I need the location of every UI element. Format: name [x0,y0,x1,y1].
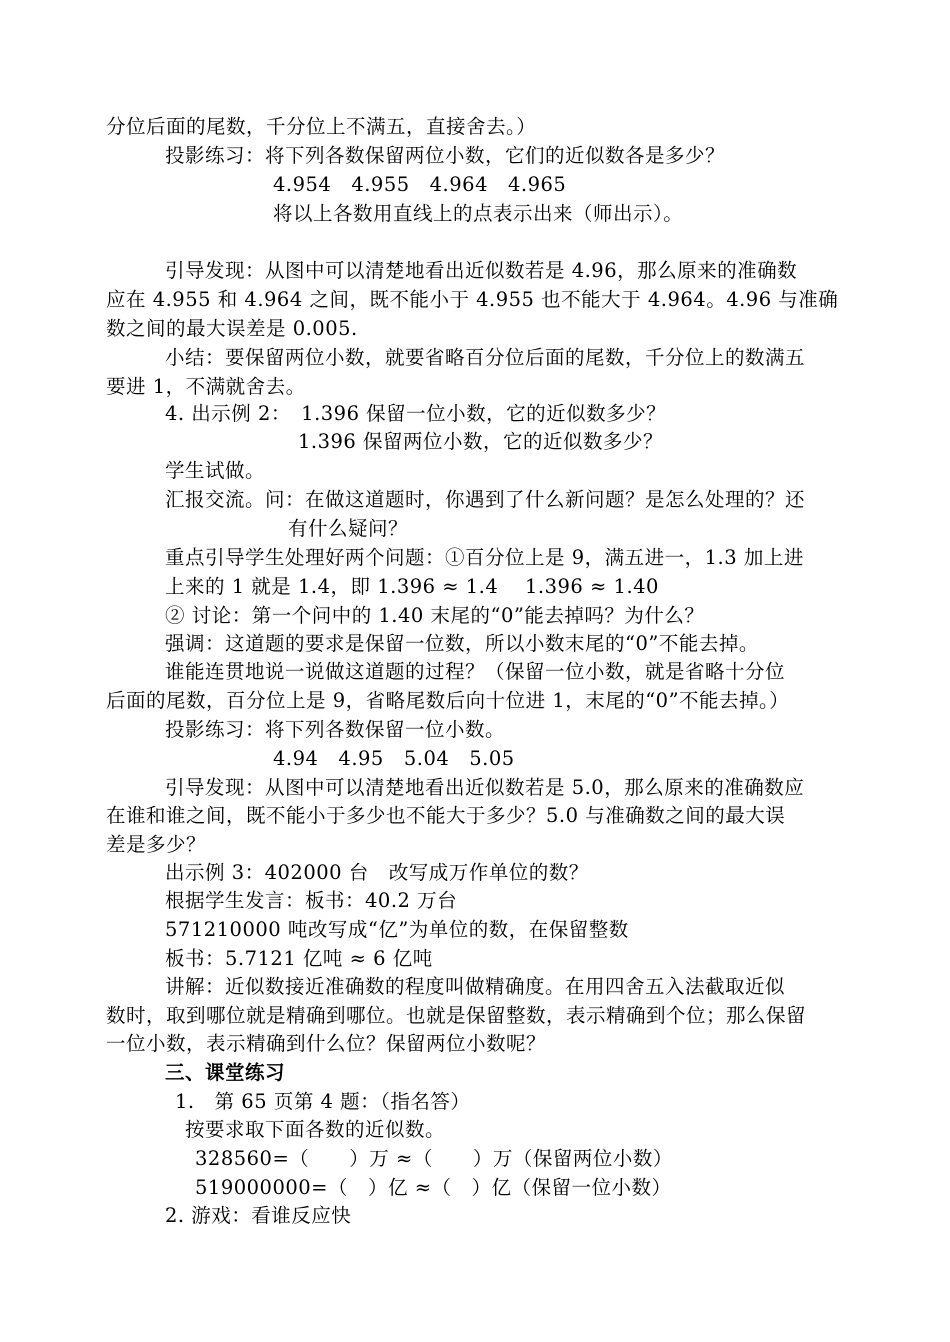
text-line: 后面的尾数，百分位上是 9，省略尾数后向十位进 1，末尾的“0”不能去掉。） [106,689,790,712]
text-line: 数时，取到哪位就是精确到哪位。也就是保留整数，表示精确到个位；那么保留 [106,1004,807,1027]
text-line: 在谁和谁之间，既不能小于多少也不能大于多少？5.0 与准确数之间的最大误 [106,804,786,827]
text-line: 分位后面的尾数，千分位上不满五，直接舍去。） [106,115,537,138]
text-line: 571210000 吨改写成“亿”为单位的数，在保留整数 [165,918,629,941]
text-line: 学生试做。 [165,459,266,482]
text-line: 汇报交流。问：在做这道题时，你遇到了什么新问题？是怎么处理的？还 [165,488,806,511]
text-line: 投影练习：将下列各数保留两位小数，它们的近似数各是多少？ [165,144,726,167]
text-line: 4.954 4.955 4.964 4.965 [273,173,567,196]
text-line: 差是多少？ [106,833,207,856]
text-line: 要进 1，不满就舍去。 [106,375,306,398]
text-line: 328560=（ ）万 ≈（ ）万（保留两位小数） [195,1147,673,1170]
text-line: 1.396 保留两位小数，它的近似数多少？ [298,430,664,453]
section-heading: 三、课堂练习 [165,1061,286,1084]
text-line: 有什么疑问？ [288,517,409,540]
text-line: ② 讨论：第一个问中的 1.40 末尾的“0”能去掉吗？为什么？ [165,604,705,627]
text-line: 板书：5.7121 亿吨 ≈ 6 亿吨 [165,947,433,970]
text-line: 519000000=（ ）亿 ≈（ ）亿（保留一位小数） [195,1176,672,1199]
text-line: 1. 第 65 页第 4 题：（指名答） [175,1090,471,1113]
text-line: 数之间的最大误差是 0.005. [106,317,358,340]
text-line: 上来的 1 就是 1.4，即 1.396 ≈ 1.4 1.396 ≈ 1.40 [165,575,659,598]
text-line: 4.94 4.95 5.04 5.05 [273,747,515,770]
text-line: 引导发现：从图中可以清楚地看出近似数若是 5.0，那么原来的准确数应 [165,776,805,799]
text-line: 一位小数，表示精确到什么位？保留两位小数呢？ [106,1032,547,1055]
text-line: 强调：这道题的要求是保留一位数，所以小数末尾的“0”不能去掉。 [165,632,759,655]
text-line: 将以上各数用直线上的点表示出来（师出示）。 [273,202,684,225]
text-line: 2. 游戏：看谁反应快 [165,1204,352,1227]
text-line: 重点引导学生处理好两个问题：①百分位上是 9，满五进一，1.3 加上进 [165,546,804,569]
text-line: 应在 4.955 和 4.964 之间，既不能小于 4.955 也不能大于 4.964。4.96 与准确 [106,288,839,311]
text-line: 讲解：近似数接近准确数的程度叫做精确度。在用四舍五入法截取近似 [165,975,786,998]
text-line: 按要求取下面各数的近似数。 [185,1118,446,1141]
text-line: 出示例 3：402000 台 改写成万作单位的数？ [165,861,589,884]
text-line: 谁能连贯地说一说做这道题的过程？（保留一位小数，就是省略十分位 [165,660,786,683]
text-line: 4. 出示例 2： 1.396 保留一位小数，它的近似数多少？ [165,402,667,425]
text-line: 根据学生发言：板书：40.2 万台 [165,889,458,912]
text-line: 投影练习：将下列各数保留一位小数。 [165,718,506,741]
text-line: 小结：要保留两位小数，就要省略百分位后面的尾数，千分位上的数满五 [165,346,806,369]
text-line: 引导发现：从图中可以清楚地看出近似数若是 4.96，那么原来的准确数 [165,259,798,282]
